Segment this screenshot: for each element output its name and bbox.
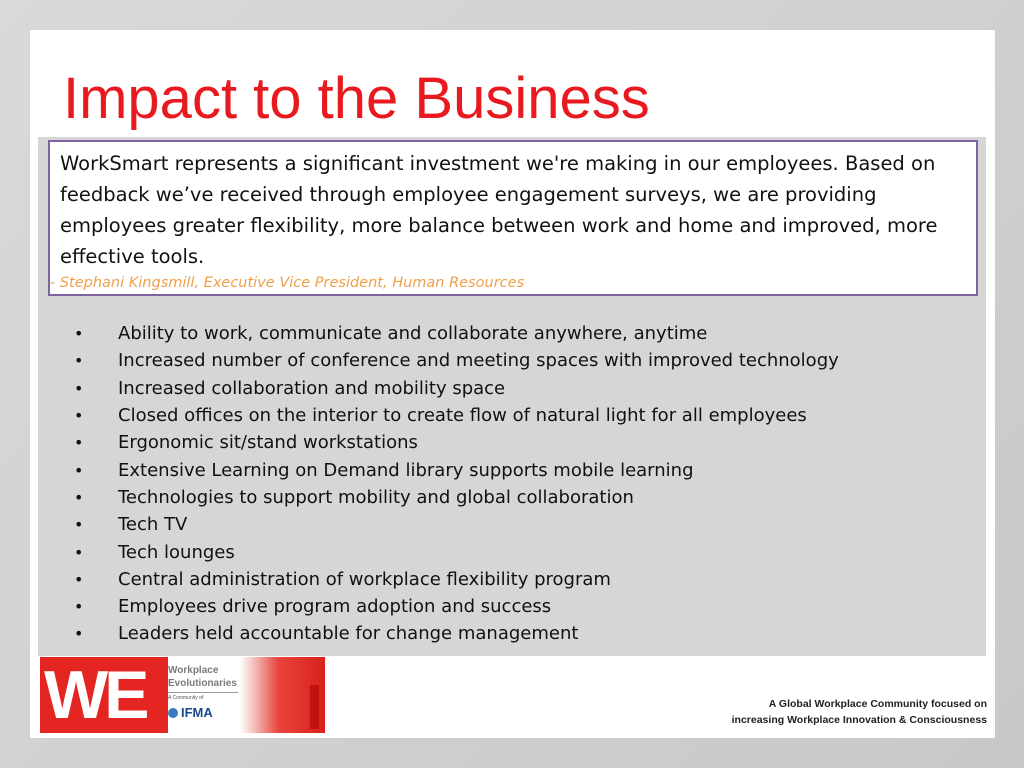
bullet-text: Increased collaboration and mobility space bbox=[118, 377, 506, 399]
bullet-dot: • bbox=[74, 378, 84, 398]
bullet-dot: • bbox=[74, 487, 84, 507]
bullet-text: Tech lounges bbox=[118, 541, 235, 563]
globe-icon bbox=[168, 708, 178, 718]
bullet-text: Tech TV bbox=[118, 514, 188, 536]
ifma-logo bbox=[168, 705, 213, 721]
bullet-item bbox=[70, 538, 839, 565]
bullet-dot: • bbox=[74, 351, 84, 371]
quote-text: WorkSmart represents a significant investment we're making in our employees. Based on feedback we’ve received through employee engagement surveys, we are providing employees greater flexibility, more balance between work and home and improved, more effective tools. bbox=[60, 152, 938, 268]
bullet-dot: • bbox=[74, 406, 84, 426]
bullet-dot: • bbox=[74, 597, 84, 617]
bullet-item bbox=[70, 566, 839, 593]
ifma-label: IFMA bbox=[181, 705, 213, 720]
quote-attribution: - Stephani Kingsmill, Executive Vice President, Human Resources bbox=[50, 275, 525, 291]
bullet-text: Ability to work, communicate and collaborate anywhere, anytime bbox=[118, 323, 708, 345]
bullet-item bbox=[70, 375, 839, 402]
logo-text-line2: Evolutionaries bbox=[168, 678, 237, 689]
bullet-list bbox=[70, 320, 839, 648]
bullet-dot: • bbox=[74, 569, 84, 589]
bullet-item bbox=[70, 320, 839, 347]
logo-text-line1: Workplace bbox=[168, 665, 219, 676]
bullet-text: Leaders held accountable for change management bbox=[118, 623, 579, 645]
bullet-text: Extensive Learning on Demand library supports mobile learning bbox=[118, 459, 694, 481]
slide-title: Impact to the Business bbox=[63, 66, 650, 131]
bullet-dot: • bbox=[74, 433, 84, 453]
bullet-text: Employees drive program adoption and success bbox=[118, 596, 552, 618]
bullet-item bbox=[70, 593, 839, 620]
bullet-dot: • bbox=[74, 542, 84, 562]
we-logo bbox=[40, 657, 325, 733]
logo-red-graphic bbox=[240, 657, 325, 733]
bullet-text: Ergonomic sit/stand workstations bbox=[118, 432, 418, 454]
bullet-item bbox=[70, 456, 839, 483]
bullet-text: Closed offices on the interior to create flow of natural light for all employees bbox=[118, 405, 807, 427]
bullet-item bbox=[70, 429, 839, 456]
bullet-item bbox=[70, 484, 839, 511]
bullet-dot: • bbox=[74, 624, 84, 644]
bullet-text: Increased number of conference and meeting spaces with improved technology bbox=[118, 350, 839, 372]
logo-red-bar bbox=[310, 685, 319, 729]
bullet-text: Technologies to support mobility and global collaboration bbox=[118, 486, 634, 508]
tagline-line1: A Global Workplace Community focused on bbox=[768, 698, 987, 710]
bullet-dot: • bbox=[74, 324, 84, 344]
bullet-item bbox=[70, 347, 839, 374]
logo-divider bbox=[168, 692, 238, 693]
bullet-item bbox=[70, 620, 839, 647]
tagline-line2: increasing Workplace Innovation & Consciousness bbox=[731, 714, 987, 726]
bullet-dot: • bbox=[74, 515, 84, 535]
logo-small-text: A Community of bbox=[168, 695, 204, 701]
tagline bbox=[732, 696, 987, 728]
bullet-item bbox=[70, 511, 839, 538]
bullet-text: Central administration of workplace flexibility program bbox=[118, 568, 611, 590]
logo-mark: WE bbox=[40, 657, 168, 733]
bullet-dot: • bbox=[74, 460, 84, 480]
quote-box bbox=[48, 140, 978, 296]
bullet-item bbox=[70, 402, 839, 429]
